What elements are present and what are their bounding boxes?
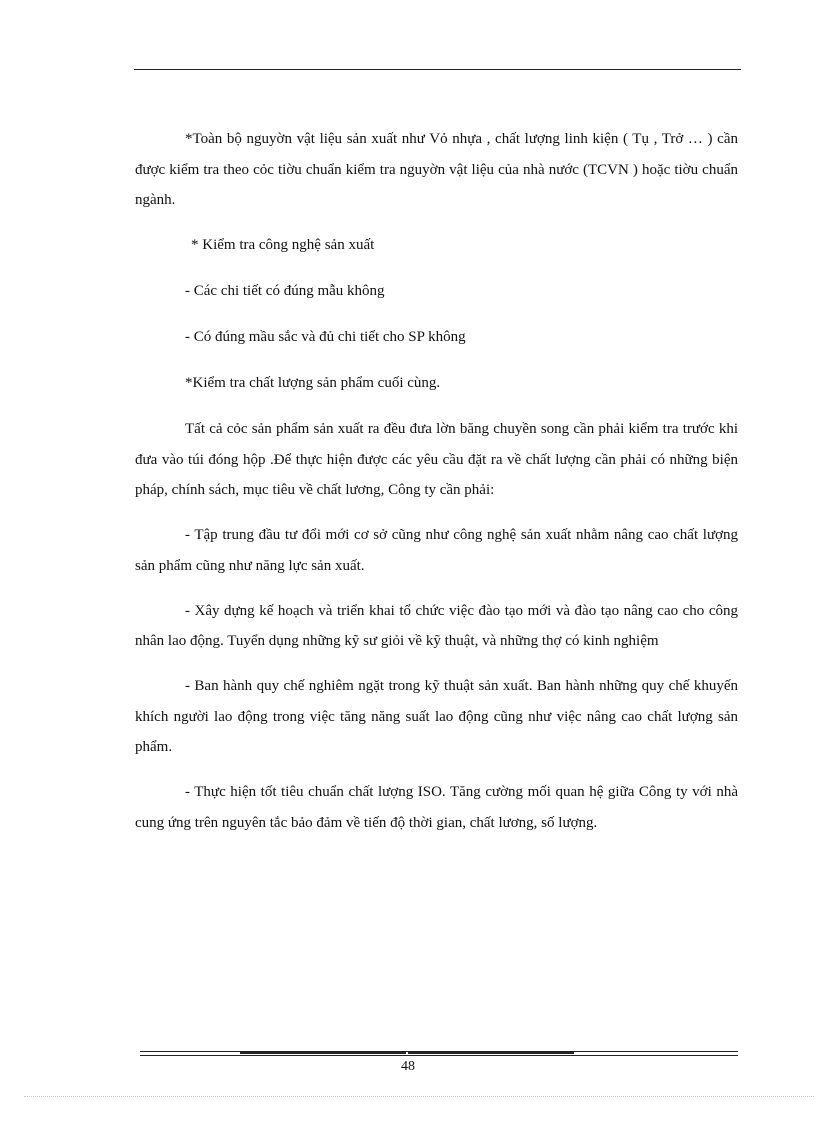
list-item-colors: - Có đúng mầu sắc và đủ chi tiết cho SP không bbox=[185, 329, 466, 345]
body-text bbox=[135, 124, 738, 853]
list-item-regulations: - Ban hành quy chế nghiêm ngặt trong kỹ thuật sản xuất. Ban hành những quy chế khuyến khích người lao động trong việc tăng năng suất lao động cũng như việc nâng cao chất lượng sản phẩm. bbox=[135, 678, 738, 755]
list-item-details: - Các chi tiết có đúng mẫu không bbox=[185, 283, 385, 299]
paragraph-conveyor: Tất cả cỏc sản phẩm sản xuất ra đều đưa lờn băng chuyền song cần phải kiểm tra trước khi đưa vào túi đóng hộp .Để thực hiện được các yêu cầu đặt ra về chất lượng cần phải có những biện pháp, chính sách, mục tiêu về chất lương, Công ty cần phải: bbox=[135, 421, 738, 498]
list-item-investment: - Tập trung đầu tư đổi mới cơ sở cũng như công nghệ sản xuất nhằm nâng cao chất lượng sản phẩm cũng như năng lực sản xuất. bbox=[135, 527, 738, 574]
page-number: 48 bbox=[401, 1059, 415, 1074]
list-item-iso: - Thực hiện tốt tiêu chuẩn chất lượng ISO. Tăng cường mối quan hệ giữa Công ty với nhà cung ứng trên nguyên tắc bảo đảm về tiến độ thời gian, chất lương, số lượng. bbox=[135, 784, 738, 831]
heading-final-quality: *Kiểm tra chất lượng sản phẩm cuối cùng. bbox=[185, 375, 441, 391]
footer-rule-bottom bbox=[140, 1055, 738, 1056]
footer-thick-segment-right bbox=[408, 1052, 574, 1054]
paragraph-materials-inspection: *Toàn bộ nguyờn vật liệu sản xuất như Vỏ nhựa , chất lượng linh kiện ( Tụ , Trở … ) cần được kiểm tra theo cỏc tiờu chuẩn kiểm tra nguyờn vật liệu của nhà nước (TCVN ) hoặc tiờu chuẩn ngành. bbox=[135, 131, 738, 208]
page-bottom-dotted-edge bbox=[24, 1096, 814, 1097]
footer-thick-segment-left bbox=[240, 1052, 406, 1054]
heading-technology-inspection: * Kiểm tra công nghệ sản xuất bbox=[191, 237, 375, 253]
header-rule bbox=[134, 69, 741, 70]
list-item-training: - Xây dựng kế hoạch và triển khai tổ chức việc đào tạo mới và đào tạo nâng cao cho công nhân lao động. Tuyển dụng những kỹ sư giỏi về kỹ thuật, và những thợ có kinh nghiệm bbox=[135, 602, 738, 649]
